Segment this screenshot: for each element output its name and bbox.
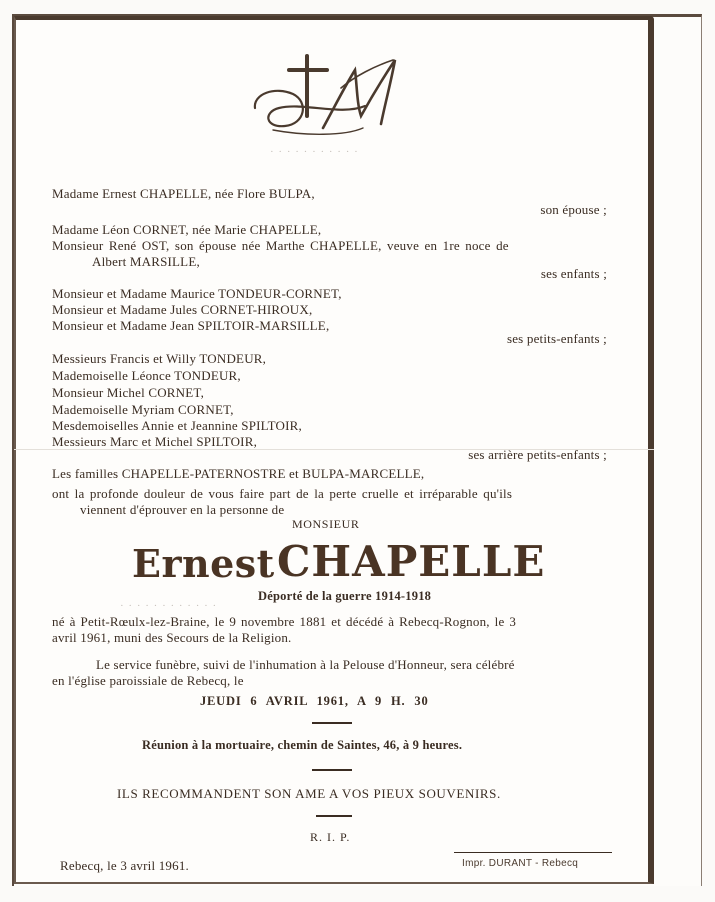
honorific: MONSIEUR	[292, 517, 360, 531]
great-grandchild-line: Messieurs Francis et Willy TONDEUR,	[52, 351, 267, 366]
announcement-line: ont la profonde douleur de vous faire part de la perte cruelle et irréparable qu'ils	[52, 486, 513, 501]
grandchild-line: Monsieur et Madame Jules CORNET-HIROUX,	[52, 302, 313, 317]
grandchild-line: Monsieur et Madame Jean SPILTOIR-MARSILLE,	[52, 318, 330, 333]
place-date: Rebecq, le 3 avril 1961.	[60, 858, 189, 873]
great-grandchild-line: Mesdemoiselles Annie et Jeannine SPILTOIR,	[52, 418, 302, 433]
great-grandchildren-role: ses arrière petits-enfants ;	[468, 447, 607, 462]
service-date: JEUDI 6 AVRIL 1961, A 9 H. 30	[200, 694, 429, 708]
bio-line: avril 1961, muni des Secours de la Religion.	[52, 630, 292, 645]
grandchildren-role: ses petits-enfants ;	[506, 331, 607, 346]
separator-rule	[316, 815, 352, 817]
wife-role: son épouse ;	[540, 202, 607, 217]
announcement-line: viennent d'éprouver en la personne de	[80, 502, 285, 517]
printer-rule	[454, 852, 612, 853]
great-grandchild-line: Mademoiselle Myriam CORNET,	[52, 402, 234, 417]
printer-imprint: Impr. DURANT - Rebecq	[462, 858, 579, 869]
wife-line: Madame Ernest CHAPELLE, née Flore BULPA,	[52, 186, 315, 201]
child-line: Monsieur René OST, son épouse née Marthe CHAPELLE, veuve en 1re noce de	[52, 238, 509, 253]
rip-line: R. I. P.	[310, 830, 351, 844]
deceased-last-name: CHAPELLE	[277, 537, 546, 586]
cross-monogram-emblem	[245, 46, 405, 142]
child-line: Albert MARSILLE,	[92, 254, 200, 269]
families-line: Les familles CHAPELLE-PATERNOSTRE et BULPA-MARCELLE,	[52, 466, 425, 481]
great-grandchild-line: Messieurs Marc et Michel SPILTOIR,	[52, 434, 258, 449]
child-line: Madame Léon CORNET, née Marie CHAPELLE,	[52, 222, 322, 237]
faint-bleed-text: · · · · · · · · · · · ·	[120, 600, 218, 612]
deceased-subtitle: Déporté de la guerre 1914-1918	[258, 589, 432, 603]
service-line: en l'église paroissiale de Rebecq, le	[52, 673, 244, 688]
separator-rule	[312, 722, 352, 724]
great-grandchild-line: Monsieur Michel CORNET,	[52, 385, 205, 400]
great-grandchild-line: Mademoiselle Léonce TONDEUR,	[52, 368, 241, 383]
deceased-first-name: Ernest	[132, 541, 275, 586]
service-line: Le service funèbre, suivi de l'inhumation à la Pelouse d'Honneur, sera célébré	[96, 657, 515, 672]
children-role: ses enfants ;	[540, 266, 607, 281]
separator-rule	[312, 769, 352, 771]
bio-line: né à Petit-Rœulx-lez-Braine, le 9 novembre 1881 et décédé à Rebecq-Rognon, le 3	[52, 614, 517, 629]
grandchild-line: Monsieur et Madame Maurice TONDEUR-CORNET,	[52, 286, 342, 301]
faint-bleed-text: · · · · · · · · · · ·	[270, 146, 359, 158]
recommend-line: ILS RECOMMANDENT SON AME A VOS PIEUX SOUVENIRS.	[117, 786, 501, 801]
gathering-line: Réunion à la mortuaire, chemin de Saintes, 46, à 9 heures.	[142, 738, 463, 752]
